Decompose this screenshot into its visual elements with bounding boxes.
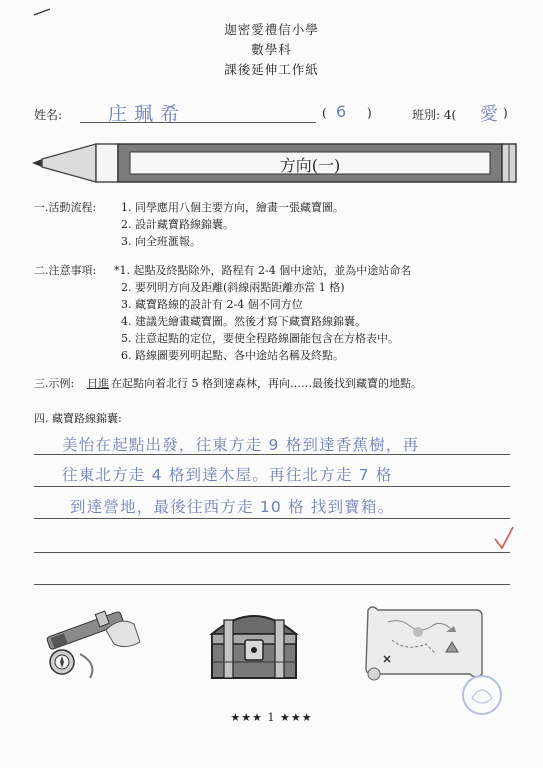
class-value[interactable]: 愛 bbox=[480, 104, 498, 125]
telescope-compass-icon bbox=[40, 602, 150, 682]
banner-title: 方向(一) bbox=[279, 156, 341, 175]
number-close-paren: ) bbox=[367, 106, 372, 120]
activity-step: 3. 向全班滙報。 bbox=[121, 235, 201, 248]
writing-line bbox=[34, 518, 510, 519]
example-underlined: 日進 bbox=[87, 377, 109, 390]
name-label: 姓名: bbox=[34, 108, 63, 122]
name-value[interactable]: 庄珮希 bbox=[108, 103, 187, 125]
activity-step: 2. 設計藏寶路線錦囊。 bbox=[121, 218, 234, 231]
writing-line bbox=[34, 486, 510, 487]
note-item: 2. 要列明方向及距離(斜線兩點距離亦當 1 格) bbox=[121, 281, 345, 294]
handwritten-line[interactable]: 到達營地，最後往西方走 10 格 找到寶箱。 bbox=[70, 498, 395, 516]
pen-mark-icon bbox=[32, 6, 52, 18]
note-item: 3. 藏寶路線的設計有 2-4 個不同方位 bbox=[121, 298, 303, 311]
activity-step: 1. 同學應用八個主要方向，繪畫一張藏寶圖。 bbox=[121, 201, 344, 214]
handwritten-line[interactable]: 美怡在起點出發，往東方走 9 格到達香蕉樹，再 bbox=[62, 436, 420, 454]
notes-label: 二.注意事項: bbox=[34, 264, 97, 277]
writing-line bbox=[34, 552, 510, 553]
treasure-chest-icon bbox=[204, 604, 304, 684]
tips-label: 四. 藏寶路線錦囊: bbox=[34, 412, 122, 425]
example-text: 在起點向着北行 5 格到達森林，再向……最後找到藏寶的地點。 bbox=[111, 377, 422, 390]
number-open-paren: ( bbox=[322, 106, 327, 120]
worksheet-title: 課後延伸工作紙 bbox=[224, 62, 319, 77]
note-item: 6. 路線圖要列明起點、各中途站名稱及終點。 bbox=[121, 349, 344, 362]
note-item: *1. 起點及終點除外，路程有 2-4 個中途站，並為中途站命名 bbox=[114, 264, 412, 277]
subject-title: 數學科 bbox=[251, 42, 292, 57]
class-label: 班別: 4( bbox=[412, 108, 457, 122]
page-footer: ★★★ 1 ★★★ bbox=[230, 711, 313, 724]
school-name: 迦密愛禮信小學 bbox=[224, 22, 319, 37]
check-mark-icon bbox=[492, 524, 516, 552]
note-item: 4. 建議先繪畫藏寶圖。然後才寫下藏寶路線錦囊。 bbox=[121, 315, 366, 328]
class-close-paren: ) bbox=[503, 106, 508, 120]
writing-line bbox=[34, 584, 510, 585]
example-label: 三.示例: bbox=[34, 377, 75, 390]
class-number-value[interactable]: 6 bbox=[336, 102, 347, 121]
note-item: 5. 注意起點的定位，要使全程路線圖能包含在方格表中。 bbox=[121, 332, 399, 345]
handwritten-line[interactable]: 往東北方走 4 格到達木屋。再往北方走 7 格 bbox=[62, 466, 393, 484]
activity-label: 一.活動流程: bbox=[34, 201, 97, 214]
